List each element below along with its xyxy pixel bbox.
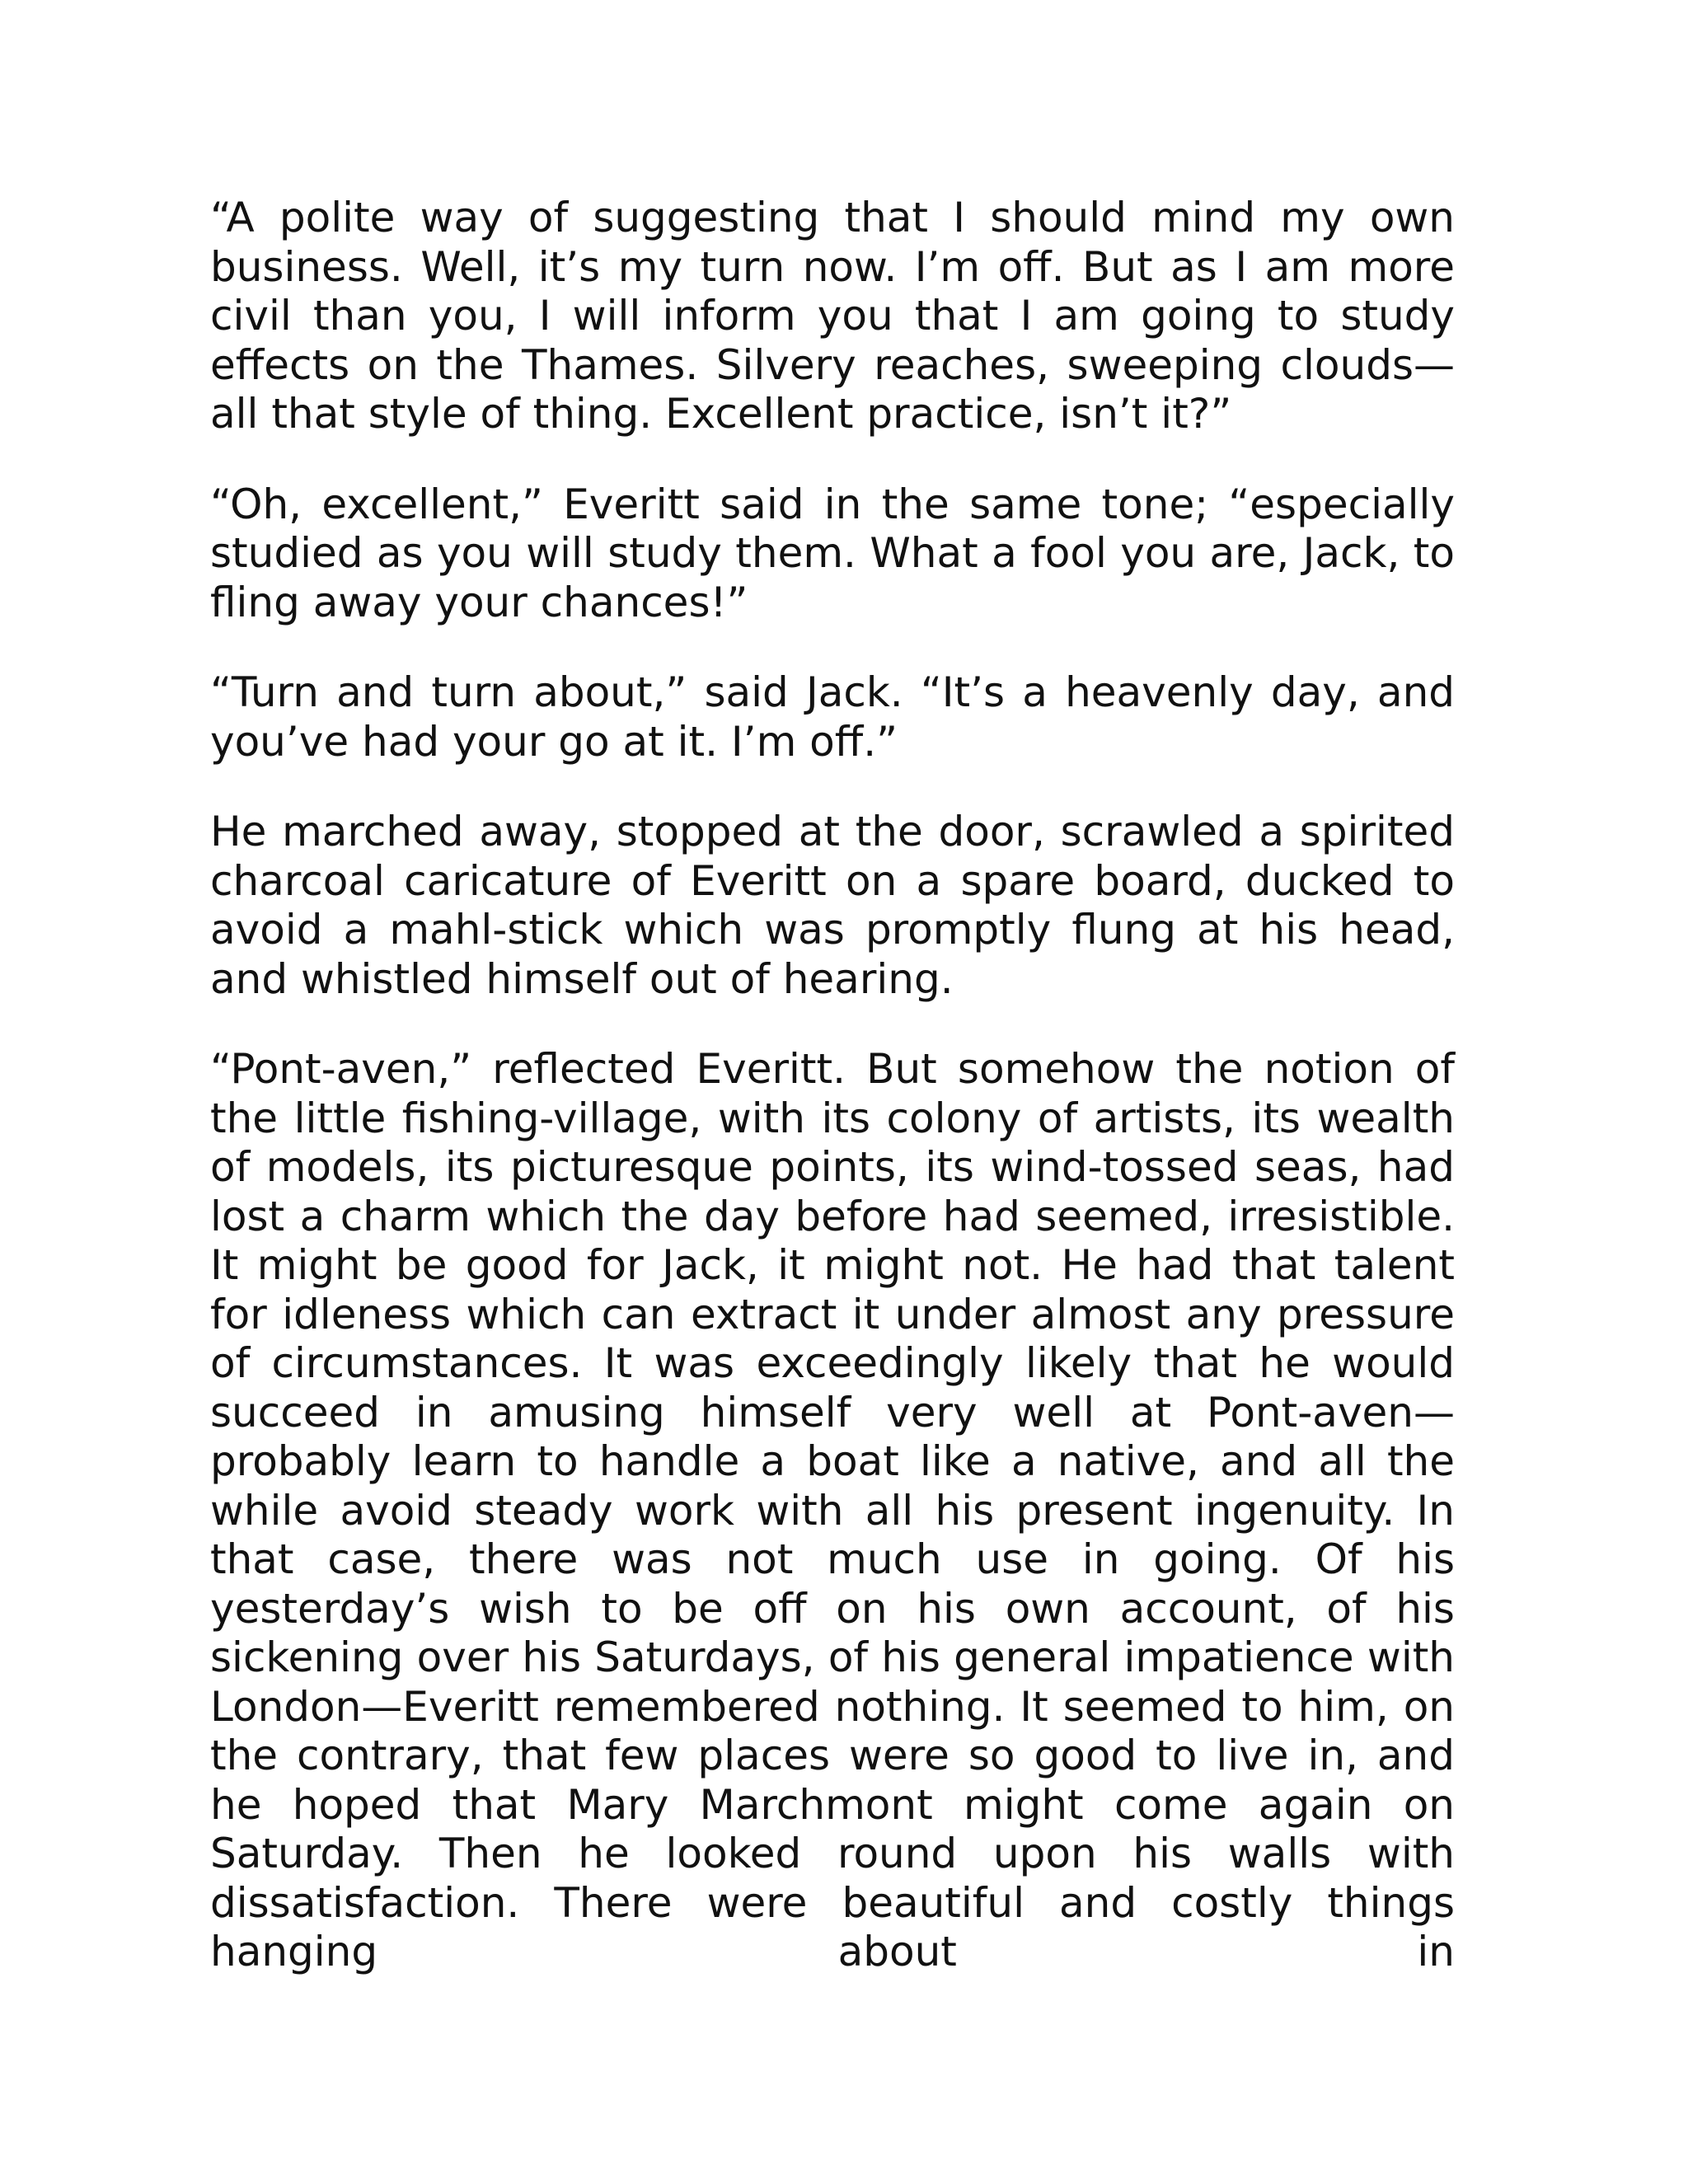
paragraph-3: “Turn and turn about,” said Jack. “It’s a heavenly day, and you’ve had your go at it. I’m off.” [210, 668, 1455, 766]
paragraph-4: He marched away, stopped at the door, scrawled a spirited charcoal caricature of Everitt on a spare board, ducked to avoid a mahl-stick which was promptly flung at his head, and whistled himself out of hearing. [210, 808, 1455, 1003]
document-page [210, 194, 1455, 1977]
paragraph-1: “A polite way of suggesting that I should mind my own business. Well, it’s my turn now. I’m off. But as I am more civil than you, I will inform you that I am going to study effects on the Thames. Silvery reaches, sweeping clouds—all that style of thing. Excellent practice, isn’t it?” [210, 194, 1455, 438]
paragraph-5: “Pont-aven,” reflected Everitt. But somehow the notion of the little fishing-village, with its colony of artists, its wealth of models, its picturesque points, its wind-tossed seas, had lost a charm which the day before had seemed, irresistible. It might be good for Jack, it might not. He had that talent for idleness which can extract it under almost any pressure of circumstances. It was exceedingly likely that he would succeed in amusing himself very well at Pont-aven—probably learn to handle a boat like a native, and all the while avoid steady work with all his present ingenuity. In that case, there was not much use in going. Of his yesterday’s wish to be off on his own account, of his sickening over his Saturdays, of his general impatience with London—Everitt remembered nothing. It seemed to him, on the contrary, that few places were so good to live in, and he hoped that Mary Marchmont might come again on Saturday. Then he looked round upon his walls with dissatisfaction. There were beautiful and costly things hanging about in [210, 1045, 1455, 1975]
paragraph-2: “Oh, excellent,” Everitt said in the same tone; “especially studied as you will study them. What a fool you are, Jack, to fling away your chances!” [210, 480, 1455, 626]
